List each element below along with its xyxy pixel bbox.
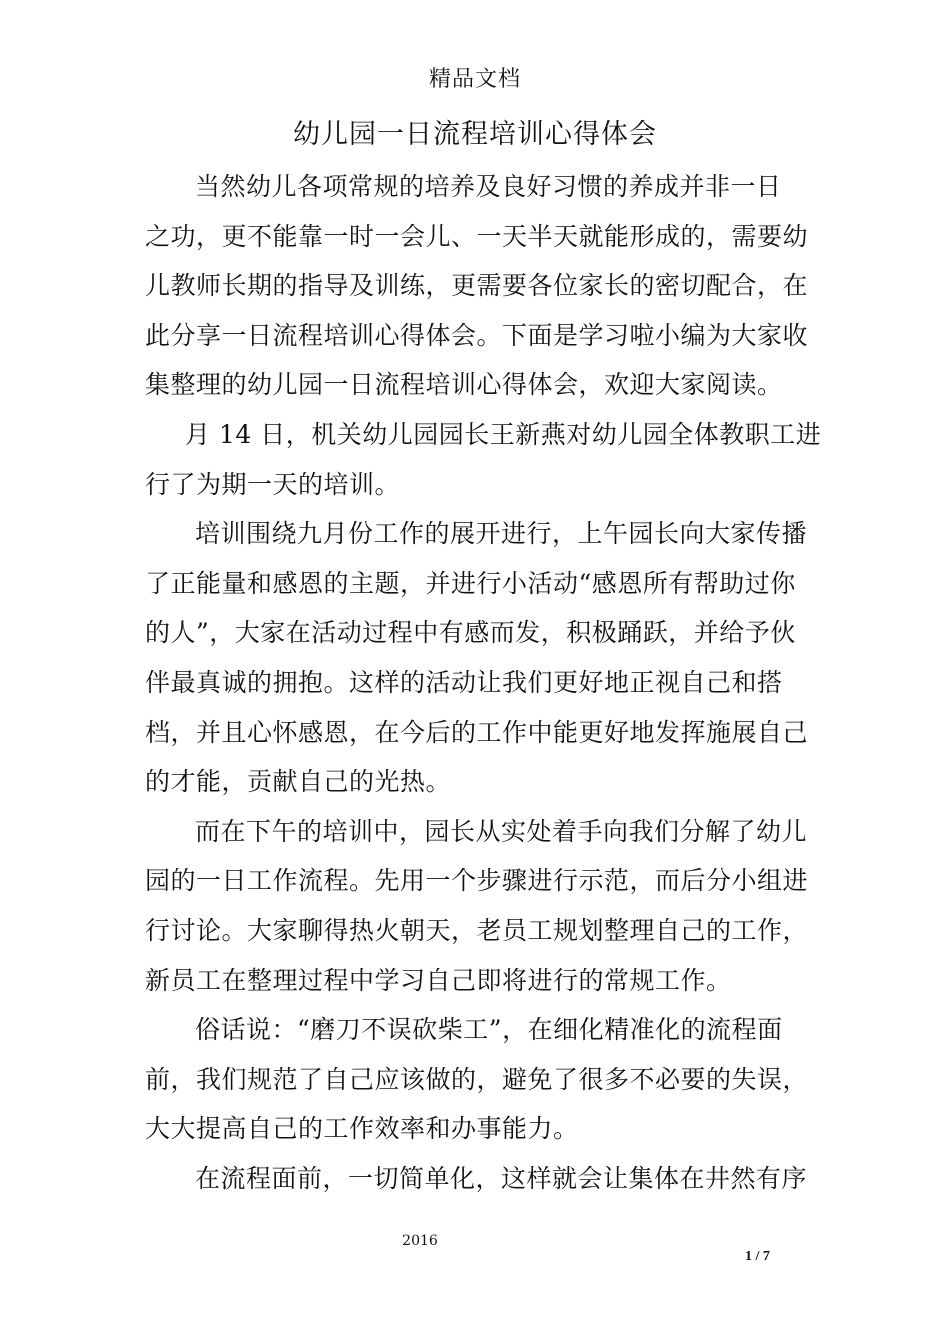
body-line: 大大提高自己的工作效率和办事能力。 [145, 1114, 579, 1144]
body-line: 俗话说：“磨刀不误砍柴工”，在细化精准化的流程面 [195, 1015, 783, 1045]
page-header: 精品文档 [428, 67, 521, 92]
body-line: 前，我们规范了自己应该做的，避免了很多不必要的失误， [145, 1064, 809, 1094]
body-line: 在流程面前，一切简单化，这样就会让集体在井然有序 [195, 1163, 808, 1193]
body-line: 儿教师长期的指导及训练，更需要各位家长的密切配合，在 [145, 271, 809, 301]
body-line: 的才能，贡献自己的光热。 [145, 767, 452, 797]
body-line: 月 14 日，机关幼儿园园长王新燕对幼儿园全体教职工进 [185, 419, 822, 449]
body-line: 行讨论。大家聊得热火朝天，老员工规划整理自己的工作， [145, 915, 809, 945]
document-body [145, 162, 845, 1203]
body-line: 的人”，大家在活动过程中有感而发，积极踊跃，并给予伙 [145, 618, 796, 648]
body-line: 了正能量和感恩的主题，并进行小活动“感恩所有帮助过你 [145, 568, 796, 598]
body-line: 档，并且心怀感恩，在今后的工作中能更好地发挥施展自己 [145, 717, 809, 747]
body-line: 当然幼儿各项常规的培养及良好习惯的养成并非一日 [195, 172, 782, 201]
body-line: 集整理的幼儿园一日流程培训心得体会，欢迎大家阅读。 [145, 370, 783, 400]
body-line: 培训围绕九月份工作的展开进行，上午园长向大家传播 [195, 519, 808, 549]
body-line: 而在下午的培训中，园长从实处着手向我们分解了幼儿 [195, 816, 808, 846]
body-line: 园的一日工作流程。先用一个步骤进行示范，而后分小组进 [145, 866, 809, 896]
body-line: 伴最真诚的拥抱。这样的活动让我们更好地正视自己和搭 [145, 667, 783, 697]
footer-year: 2016 [402, 1233, 438, 1249]
body-line: 行了为期一天的培训。 [145, 469, 401, 499]
body-line: 新员工在整理过程中学习自己即将进行的常规工作。 [145, 965, 732, 995]
document-title: 幼儿园一日流程培训心得体会 [293, 119, 657, 150]
body-line: 之功，更不能靠一时一会儿、一天半天就能形成的，需要幼 [145, 221, 809, 251]
page-number: 1 / 7 [745, 1249, 770, 1264]
body-line: 此分享一日流程培训心得体会。下面是学习啦小编为大家收 [145, 320, 809, 350]
